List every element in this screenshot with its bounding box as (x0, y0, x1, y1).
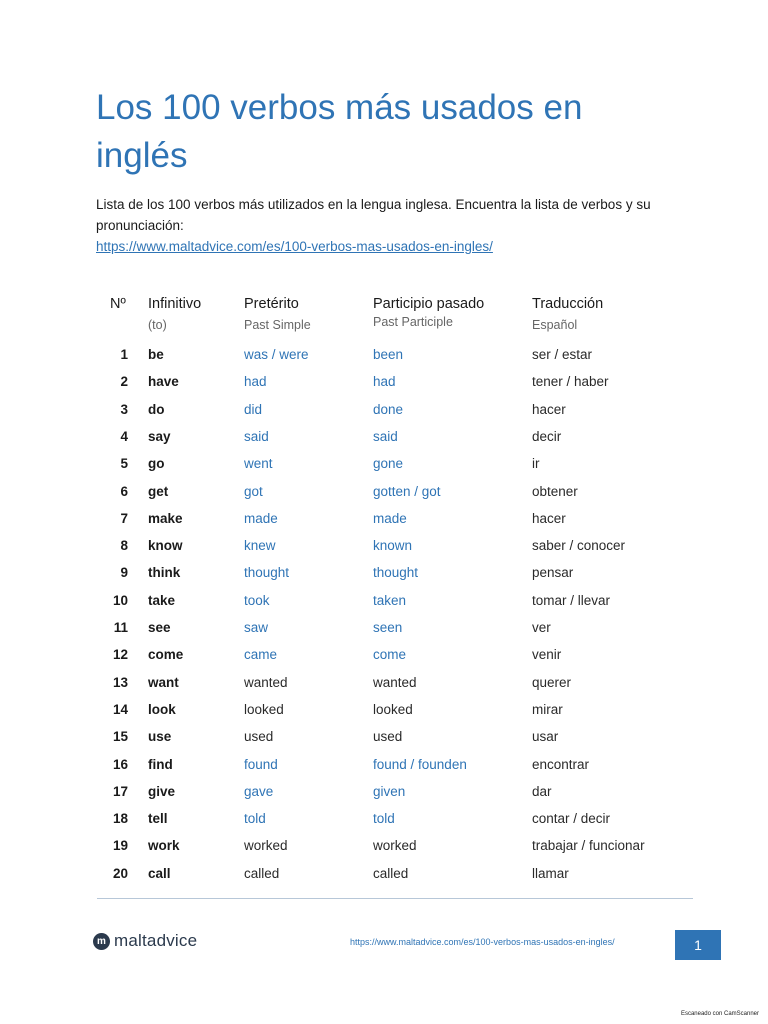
row-translation: mirar (532, 701, 563, 717)
row-infinitive: tell (148, 811, 168, 827)
header-infinitive: Infinitivo (148, 296, 202, 312)
table-row (0, 673, 768, 693)
row-infinitive: make (148, 510, 183, 526)
table-row (0, 454, 768, 474)
row-participle: made (373, 510, 407, 526)
table-row (0, 482, 768, 502)
row-translation: hacer (532, 510, 566, 526)
header-infinitive-sub: (to) (148, 318, 167, 332)
row-participle: said (373, 428, 398, 444)
row-infinitive: have (148, 374, 179, 390)
scanner-watermark: Escaneado con CamScanner (680, 1011, 759, 1017)
row-translation: tomar / llevar (532, 592, 611, 608)
row-number: 10 (112, 592, 128, 608)
row-participle: come (373, 647, 407, 663)
row-infinitive: want (148, 674, 179, 690)
page-title: Los 100 verbos más usados en inglés (96, 88, 583, 175)
table-row (0, 700, 768, 720)
row-preterite: wanted (244, 674, 288, 690)
row-preterite: called (244, 865, 280, 881)
table-row (0, 618, 768, 638)
table-row (0, 864, 768, 884)
row-number: 19 (112, 838, 128, 854)
row-infinitive: see (148, 620, 171, 635)
row-translation: pensar (532, 565, 574, 581)
row-preterite: knew (244, 538, 276, 554)
row-participle: gotten / got (373, 483, 441, 499)
row-number: 6 (120, 483, 128, 499)
row-infinitive: call (148, 865, 171, 881)
row-infinitive: think (148, 565, 181, 581)
table-row (0, 536, 768, 556)
row-preterite: was / were (244, 347, 309, 362)
table-row (0, 591, 768, 611)
row-preterite: got (244, 483, 263, 499)
row-translation: decir (532, 428, 562, 444)
row-infinitive: say (148, 428, 171, 444)
row-participle: thought (373, 565, 419, 581)
row-translation: trabajar / funcionar (532, 838, 645, 854)
row-participle: found / founden (373, 756, 467, 772)
table-row (0, 727, 768, 747)
row-translation: querer (532, 674, 572, 690)
header-num: Nº (110, 296, 126, 312)
row-participle: wanted (373, 674, 417, 690)
row-number: 17 (112, 783, 128, 799)
header-translation: Traducción (532, 296, 604, 312)
row-infinitive: find (148, 756, 173, 772)
header-translation-sub: Español (532, 318, 578, 332)
row-translation: ver (532, 620, 551, 635)
row-number: 14 (112, 701, 128, 717)
row-number: 8 (120, 538, 128, 554)
row-preterite: had (244, 374, 267, 390)
footer-divider (97, 898, 693, 899)
row-preterite: told (244, 811, 266, 827)
row-infinitive: know (148, 538, 183, 554)
table-row (0, 755, 768, 775)
row-infinitive: do (148, 401, 165, 417)
row-infinitive: give (148, 783, 176, 799)
row-participle: gone (373, 456, 404, 472)
row-infinitive: use (148, 729, 172, 745)
maltadvice-logo (93, 931, 197, 951)
row-preterite: saw (244, 620, 269, 635)
row-preterite: gave (244, 783, 274, 799)
row-translation: obtener (532, 483, 578, 499)
row-number: 5 (120, 456, 128, 472)
row-translation: contar / decir (532, 811, 611, 827)
logo-text: maltadvice (114, 931, 198, 950)
row-participle: given (373, 783, 406, 799)
row-number: 16 (112, 756, 128, 772)
footer-url[interactable]: https://www.maltadvice.com/es/100-verbos-mas-usados-en-ingles/ (350, 937, 615, 947)
row-infinitive: look (148, 701, 176, 717)
table-row (0, 509, 768, 529)
source-link[interactable]: https://www.maltadvice.com/es/100-verbos-mas-usados-en-ingles/ (96, 239, 493, 254)
row-number: 13 (112, 674, 128, 690)
row-number: 11 (113, 620, 128, 635)
row-translation: hacer (532, 401, 566, 417)
row-number: 9 (120, 565, 128, 581)
row-translation: ser / estar (532, 347, 593, 362)
table-row (0, 645, 768, 665)
row-participle: been (373, 347, 404, 362)
row-participle: looked (373, 701, 413, 717)
row-preterite: said (244, 428, 269, 444)
row-preterite: used (244, 729, 274, 745)
table-row (0, 400, 768, 420)
intro-text: Lista de los 100 verbos más utilizados en la lengua inglesa. Encuentra la lista de verbos y su pronunciación: (96, 197, 651, 233)
row-translation: tener / haber (532, 374, 609, 390)
row-number: 20 (112, 865, 128, 881)
row-number: 4 (120, 428, 128, 444)
table-row (0, 563, 768, 583)
row-preterite: came (244, 647, 278, 663)
header-preterite: Pretérito (244, 296, 299, 312)
row-participle: done (373, 401, 404, 417)
row-preterite: did (244, 401, 263, 417)
row-number: 3 (120, 401, 128, 417)
row-infinitive: be (148, 347, 164, 362)
row-participle: taken (373, 592, 407, 608)
table-row (0, 427, 768, 447)
row-translation: encontrar (532, 756, 590, 772)
row-preterite: looked (244, 701, 284, 717)
row-number: 7 (120, 510, 128, 526)
row-preterite: found (244, 756, 278, 772)
row-participle: known (373, 538, 413, 554)
page-number: 1 (675, 930, 721, 960)
table-row (0, 782, 768, 802)
row-preterite: thought (244, 565, 290, 581)
table-row (0, 809, 768, 829)
table-row (0, 836, 768, 856)
header-participle: Participio pasado (373, 296, 485, 312)
row-participle: used (373, 729, 403, 745)
row-preterite: went (244, 456, 273, 472)
row-infinitive: take (148, 592, 176, 608)
row-number: 15 (112, 729, 128, 745)
row-participle: told (373, 811, 395, 827)
header-preterite-sub: Past Simple (244, 318, 311, 332)
row-translation: dar (532, 783, 552, 799)
row-participle: worked (373, 838, 417, 854)
table-row (0, 345, 768, 365)
row-infinitive: go (148, 456, 165, 472)
row-participle: seen (373, 620, 403, 635)
row-translation: saber / conocer (532, 538, 626, 554)
table-row (0, 372, 768, 392)
row-infinitive: get (148, 483, 169, 499)
row-infinitive: work (148, 838, 180, 854)
row-preterite: worked (244, 838, 288, 854)
row-translation: llamar (532, 865, 569, 881)
row-participle: had (373, 374, 396, 390)
header-participle-sub: Past Participle (373, 315, 453, 329)
row-participle: called (373, 865, 409, 881)
row-infinitive: come (148, 647, 184, 663)
row-translation: venir (532, 647, 562, 663)
row-preterite: made (244, 510, 278, 526)
row-preterite: took (244, 592, 270, 608)
row-number: 18 (112, 811, 128, 827)
intro-paragraph (96, 194, 696, 257)
row-translation: usar (532, 729, 559, 745)
row-number: 12 (112, 647, 128, 663)
logo-mark-icon: m (93, 933, 110, 950)
row-translation: ir (532, 456, 540, 472)
row-number: 1 (120, 347, 128, 362)
row-number: 2 (120, 374, 128, 390)
